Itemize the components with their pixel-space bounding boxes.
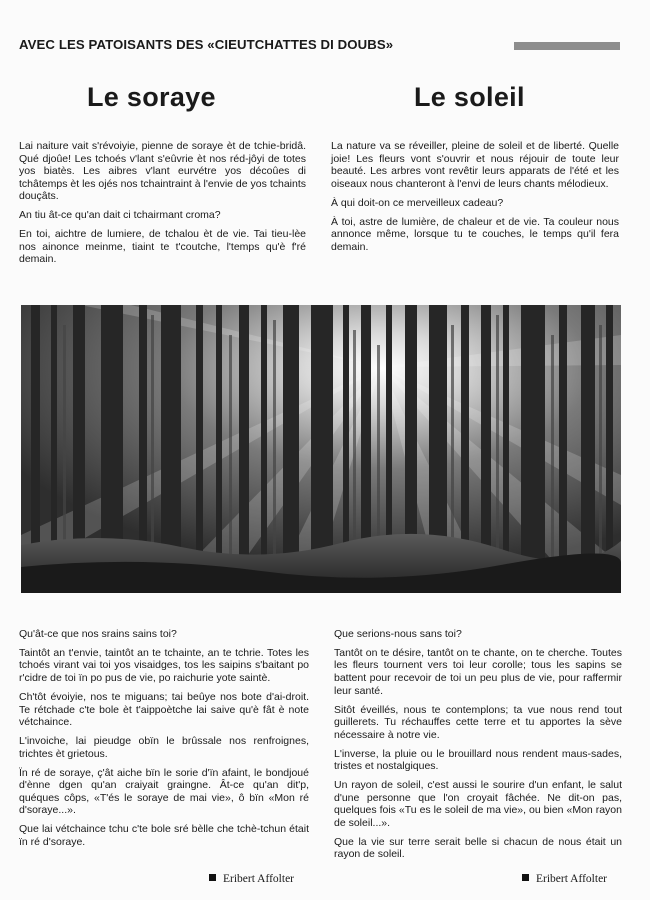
signature-patois <box>209 873 294 885</box>
paragraph: An tiu ât-ce qu'an dait ci tchairmant croma? <box>19 209 221 222</box>
page-header <box>19 37 620 55</box>
paragraph: À qui doit-on ce merveilleux cadeau? <box>331 196 504 209</box>
title-patois: Le soraye <box>87 82 216 112</box>
paragraph: Ch'tôt évoiyie, nos te miguans; tai beûye nos bote d'ai-droit. Te rétchade c'te bole èt t'aippoètche lai saive qu'è fât è note vétchaince. <box>19 690 309 729</box>
column-bottom-french <box>334 628 622 867</box>
paragraph: Lai naiture vait s'révoiyie, pienne de soraye èt de tchie-bridâ. Qué djoûe! Les tchoés v'lant s'eûvrie èt nos réd-jôyi de totes yos biatès. Les aibres v'lant eurvétre yos décoûes di tchâtemps èt les ojés nos tchaintraint à l'envie de yos tchaints douçâts. <box>19 140 306 203</box>
paragraph: Ïn ré de soraye, ç'ât aiche bïn le sorie d'ïn afaint, le bondjoué d'ènne dgen qu'an craiyait graingne. Ât-ce qu'an dit'p, quéques côps, «T'és le soraye de mai vie», ô bïn «Mon ré d'soraye...». <box>19 766 309 817</box>
paragraph: En toi, aichtre de lumiere, de tchalou èt de vie. Tai tieu-lèe nos ainonce meinme, tiaint te t'coutche, l'temps qu'è f'ré demain. <box>19 228 306 266</box>
paragraph: L'inverse, la pluie ou le brouillard nous rendent maus-sades, tristes et nostalgiques. <box>334 747 622 773</box>
paragraph: Un rayon de soleil, c'est aussi le sourire d'un enfant, le salut d'une personne que l'on croyait fâchée. Ne dit-on pas, quelques fois «Tu es le soleil de ma vie», ou bien «Mon rayon de soleil...». <box>334 779 622 829</box>
paragraph: Tantôt on te désire, tantôt on te chante, on te cherche. Toutes les fleurs tournent vers toi leur corolle; tous les sapins se battent pour recevoir de toi un peu plus de vie, pour raffermir leur santé. <box>334 646 622 697</box>
author-name: Eribert Affolter <box>536 873 607 885</box>
column-bottom-patois <box>19 628 309 855</box>
title-french: Le soleil <box>414 82 525 112</box>
paragraph: Que serions-nous sans toi? <box>334 628 462 640</box>
paragraph: La nature va se réveiller, pleine de soleil et de liberté. Quelle joie! Les fleurs vont s'ouvrir et nous réjouir de toute leur beauté. Les arbres vont revêtir leurs apparats de l'été et les oiseaux nous chanteront à l'envi de leurs chants mélodieux. <box>331 140 619 190</box>
paragraph: Sitôt éveillés, nous te contemplons; ta vue nous rend tout guillerets. Tu réchauffes cette terre et tu apportes la sève nécessaire à notre vie. <box>334 703 622 741</box>
paragraph: L'invoiche, lai pieudge obïn le brûssale nos renfroignes, trichtes èt grietous. <box>19 735 309 760</box>
header-title: AVEC LES PATOISANTS DES «CIEUTCHATTES DI DOUBS» <box>19 37 394 52</box>
paragraph: À toi, astre de lumière, de chaleur et de vie. Ta couleur nous annonce même, lorsque tu te couches, le temps qu'il fera demain. <box>331 215 619 253</box>
bullet-square-icon <box>522 874 529 881</box>
signature-french <box>522 873 607 885</box>
bullet-square-icon <box>209 874 216 881</box>
paragraph: Que lai vétchaince tchu c'te bole sré bèlle che tchè-tchun était ïn ré d'soraye. <box>19 823 309 848</box>
column-top-french <box>331 140 619 260</box>
column-top-patois <box>19 140 306 272</box>
author-name: Eribert Affolter <box>223 873 294 885</box>
paragraph: Taintôt an t'envie, taintôt an te tchainte, an te tchrie. Totes les tchoés virant vai toi yos visaidges, tos les saipins s'baitant po r'cidre de toi ïn po pus de vie, po raichurie yote saintè. <box>19 646 309 685</box>
paragraph: Qu'ât-ce que nos srains sains toi? <box>19 628 177 640</box>
paragraph: Que la vie sur terre serait belle si chacun de nous était un rayon de soleil. <box>334 835 622 861</box>
forest-sunrays-photo <box>21 305 621 593</box>
header-bar <box>514 42 620 50</box>
